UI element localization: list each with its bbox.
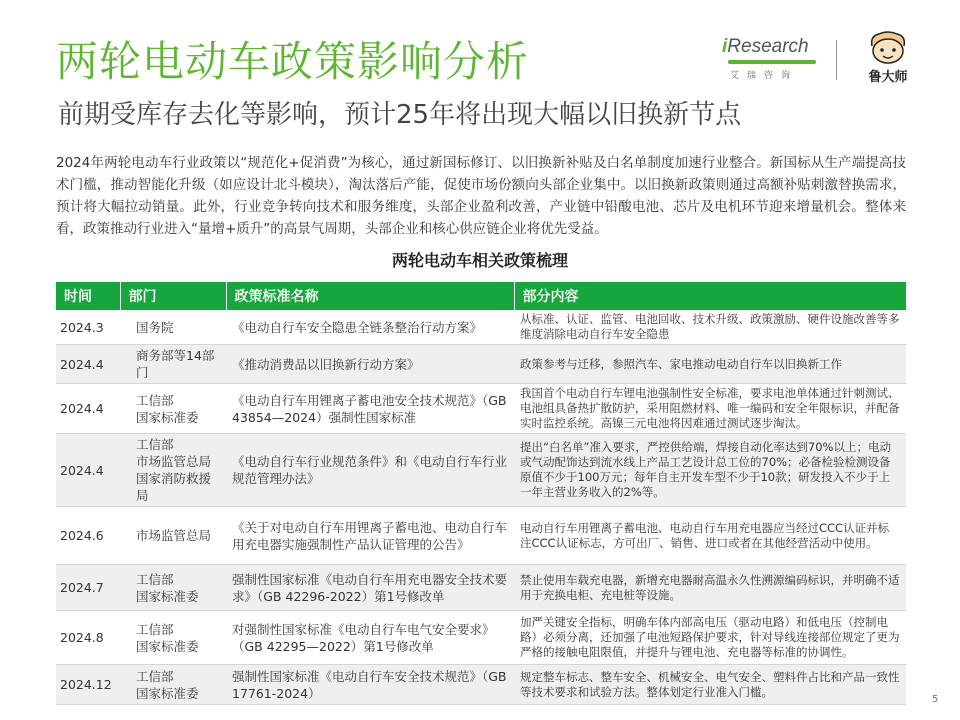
cell-time: 2024.4 — [56, 345, 120, 384]
table-row — [56, 665, 906, 705]
iresearch-logo-mark: i — [722, 36, 728, 57]
cell-dept: 工信部 市场监管总局 国家消防救援局 — [120, 434, 226, 507]
cell-content: 政策参考与迁移，参照汽车、家电推动电动自行车以旧换新工作 — [514, 345, 906, 384]
cell-dept: 国务院 — [120, 310, 226, 345]
table-row — [56, 345, 906, 384]
table-row — [56, 434, 906, 507]
cell-content: 提出“白名单”准入要求，严控供给端，焊接自动化率达到70%以上；电动或气动配饰达到流水线上产品工艺设计总工位的70%；必备检验检测设备原值不少于100万元；每年自主开发车型不少于10款；研发投入不少于上一年主营业务收入的2%等。 — [514, 434, 906, 507]
cell-name: 对强制性国家标准《电动自行车电气安全要求》（GB 42295—2022）第1号修改单 — [226, 611, 514, 665]
ludashi-logo — [860, 30, 916, 86]
iresearch-swoosh-icon — [728, 60, 816, 64]
cell-time: 2024.12 — [56, 665, 120, 705]
policy-table — [56, 282, 907, 705]
cell-name: 《关于对电动自行车用锂离子蓄电池、电动自行车用充电器实施强制性产品认证管理的公告》 — [226, 507, 514, 565]
cell-name: 《电动自行车行业规范条件》和《电动自行车行业规范管理办法》 — [226, 434, 514, 507]
cell-dept: 工信部 国家标准委 — [120, 565, 226, 611]
cell-time: 2024.6 — [56, 507, 120, 565]
page-subtitle: 前期受库存去化等影响，预计25年将出现大幅以旧换新节点 — [58, 100, 742, 130]
table-title: 两轮电动车相关政策梳理 — [391, 251, 568, 270]
cell-name: 《电动自行车安全隐患全链条整治行动方案》 — [226, 310, 514, 345]
cell-time: 2024.4 — [56, 384, 120, 434]
cell-name: 《电动自行车用锂离子蓄电池安全技术规范》（GB 43854—2024）强制性国家标准 — [226, 384, 514, 434]
ludashi-face-icon — [866, 30, 910, 66]
cell-content: 规定整车标志、整车安全、机械安全、电气安全、塑料件占比和产品一致性等技术要求和试验方法。整体划定行业准入门槛。 — [514, 665, 906, 705]
iresearch-logo-cn: 艾瑞咨询 — [730, 71, 799, 81]
cell-time: 2024.8 — [56, 611, 120, 665]
table-row — [56, 310, 906, 345]
header-time: 时间 — [56, 282, 120, 310]
page-title: 两轮电动车政策影响分析 — [56, 37, 530, 86]
table-header-row — [56, 282, 906, 310]
table-row — [56, 384, 906, 434]
header-content: 部分内容 — [514, 282, 906, 310]
cell-dept: 工信部 国家标准委 — [120, 611, 226, 665]
cell-name: 强制性国家标准《电动自行车用充电器安全技术要求》（GB 42296-2022）第1号修改单 — [226, 565, 514, 611]
logo-divider — [836, 40, 837, 80]
cell-time: 2024.3 — [56, 310, 120, 345]
cell-dept: 工信部 国家标准委 — [120, 665, 226, 705]
cell-name: 《推动消费品以旧换新行动方案》 — [226, 345, 514, 384]
cell-time: 2024.4 — [56, 434, 120, 507]
table-row — [56, 507, 906, 565]
cell-content: 加严关键安全指标，明确车体内部高电压（驱动电路）和低电压（控制电路）必须分离，还加强了电池短路保护要求，针对导线连接部位规定了更为严格的接触电阻限值，并提升与锂电池、充电器等标准的协调性。 — [514, 611, 906, 665]
ludashi-logo-name: 鲁大师 — [868, 70, 908, 85]
cell-time: 2024.7 — [56, 565, 120, 611]
intro-paragraph: 2024年两轮电动车行业政策以“规范化+促消费”为核心，通过新国标修订、以旧换新补贴及白名单制度加速行业整合。新国标从生产端提高技术门槛，推动智能化升级（如应设计北斗模块），淘汰落后产能，促使市场份额向头部企业集中。以旧换新政策则通过高额补贴刺激替换需求，预计将大幅拉动销量。此外，行业竞争转向技术和服务维度，头部企业盈利改善，产业链中铅酸电池、芯片及电机环节迎来增量机会。整体来看，政策推动行业进入“量增+质升”的高景气周期，头部企业和核心供应链企业将优先受益。 — [56, 155, 906, 237]
cell-dept: 市场监管总局 — [120, 507, 226, 565]
table-row — [56, 565, 906, 611]
iresearch-logo — [722, 34, 822, 84]
cell-name: 强制性国家标准《电动自行车安全技术规范》（GB 17761-2024） — [226, 665, 514, 705]
header-name: 政策标准名称 — [226, 282, 514, 310]
page-number: 5 — [932, 694, 939, 705]
cell-content: 禁止使用车载充电器，新增充电器耐高温永久性溯源编码标识，并明确不适用于充换电柜、充电桩等设施。 — [514, 565, 906, 611]
cell-dept: 工信部 国家标准委 — [120, 384, 226, 434]
cell-dept: 商务部等14部门 — [120, 345, 226, 384]
header-dept: 部门 — [120, 282, 226, 310]
cell-content: 从标准、认证、监管、电池回收、技术升级、政策激励、硬件设施改善等多维度消除电动自行车安全隐患 — [514, 310, 906, 345]
table-row — [56, 611, 906, 665]
iresearch-logo-name: Research — [727, 36, 809, 57]
cell-content: 电动自行车用锂离子蓄电池、电动自行车用充电器应当经过CCC认证并标注CCC认证标志，方可出厂、销售、进口或者在其他经营活动中使用。 — [514, 507, 906, 565]
cell-content: 我国首个电动自行车锂电池强制性安全标准，要求电池单体通过针刺测试、电池组具备热扩散防护，采用阻燃材料、唯一编码和安全年限标识，并配备实时监控系统。高镍三元电池将因难通过测试逐步淘汰。 — [514, 384, 906, 434]
